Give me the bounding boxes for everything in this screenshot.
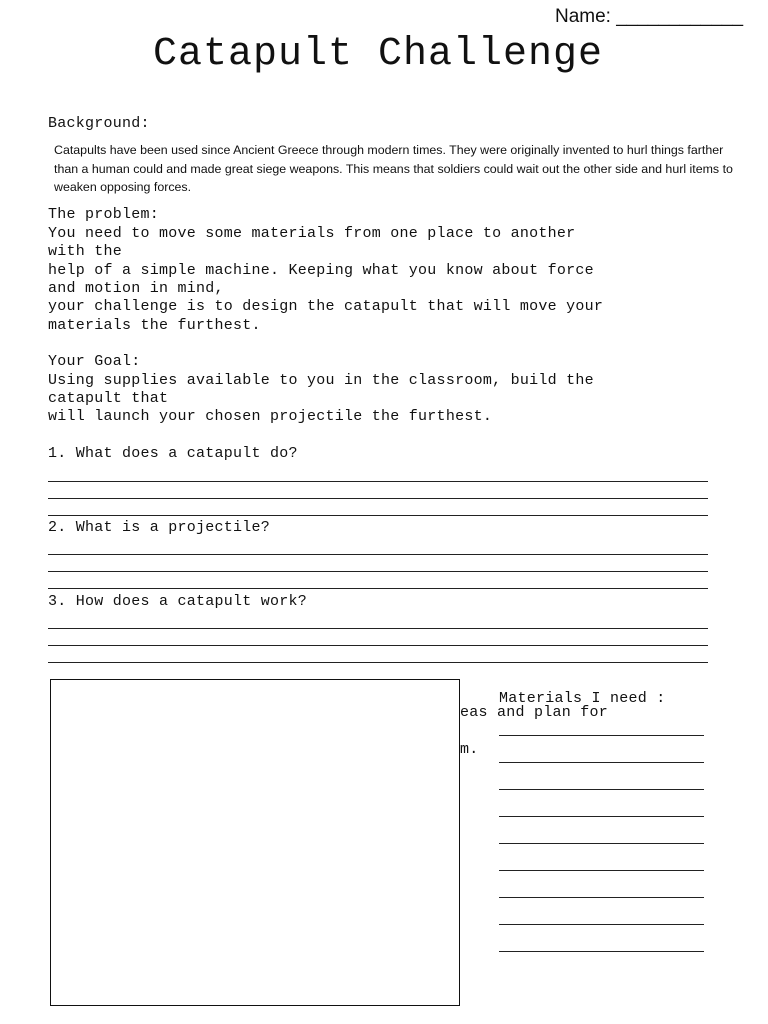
materials-line[interactable]	[499, 762, 704, 763]
page-title: Catapult Challenge	[152, 32, 604, 77]
answer-line[interactable]	[48, 498, 708, 499]
goal-line: Using supplies available to you in the classroom, build the	[48, 372, 594, 389]
drawing-box[interactable]	[50, 679, 460, 1006]
goal-line: catapult that	[48, 390, 169, 407]
problem-line: your challenge is to design the catapult that will move your	[48, 298, 604, 315]
sketch-instructions-line: m.	[460, 741, 479, 758]
materials-line[interactable]	[499, 735, 704, 736]
question-3: 3. How does a catapult work?	[48, 593, 308, 610]
sketch-instructions-line: eas and plan for	[460, 704, 609, 721]
materials-line[interactable]	[499, 789, 704, 790]
answer-line[interactable]	[48, 571, 708, 572]
answer-line[interactable]	[48, 481, 708, 482]
answer-line[interactable]	[48, 554, 708, 555]
answer-line[interactable]	[48, 662, 708, 663]
problem-line: materials the furthest.	[48, 317, 261, 334]
materials-line[interactable]	[499, 843, 704, 844]
background-heading: Background:	[48, 115, 150, 132]
question-1: 1. What does a catapult do?	[48, 445, 298, 462]
materials-heading: Materials I need :	[499, 690, 666, 707]
background-text: Catapults have been used since Ancient Greece through modern times. They were originally invented to hurl things farther than a human could and made great siege weapons. This means that soldiers could wait out the other side and hurl items to weaken opposing forces.	[54, 143, 733, 194]
problem-line: and motion in mind,	[48, 280, 224, 297]
question-2: 2. What is a projectile?	[48, 519, 271, 536]
answer-line[interactable]	[48, 515, 708, 516]
problem-heading: The problem:	[48, 206, 160, 223]
materials-line[interactable]	[499, 951, 704, 952]
answer-line[interactable]	[48, 628, 708, 629]
problem-line: You need to move some materials from one place to another	[48, 225, 576, 242]
materials-line[interactable]	[499, 870, 704, 871]
answer-line[interactable]	[48, 588, 708, 589]
problem-line: help of a simple machine. Keeping what you know about force	[48, 262, 594, 279]
problem-line: with the	[48, 243, 123, 260]
materials-line[interactable]	[499, 816, 704, 817]
name-field[interactable]: Name: ____________	[555, 6, 744, 27]
goal-heading: Your Goal:	[48, 353, 141, 370]
goal-line: will launch your chosen projectile the furthest.	[48, 408, 493, 425]
materials-line[interactable]	[499, 924, 704, 925]
answer-line[interactable]	[48, 645, 708, 646]
materials-line[interactable]	[499, 897, 704, 898]
